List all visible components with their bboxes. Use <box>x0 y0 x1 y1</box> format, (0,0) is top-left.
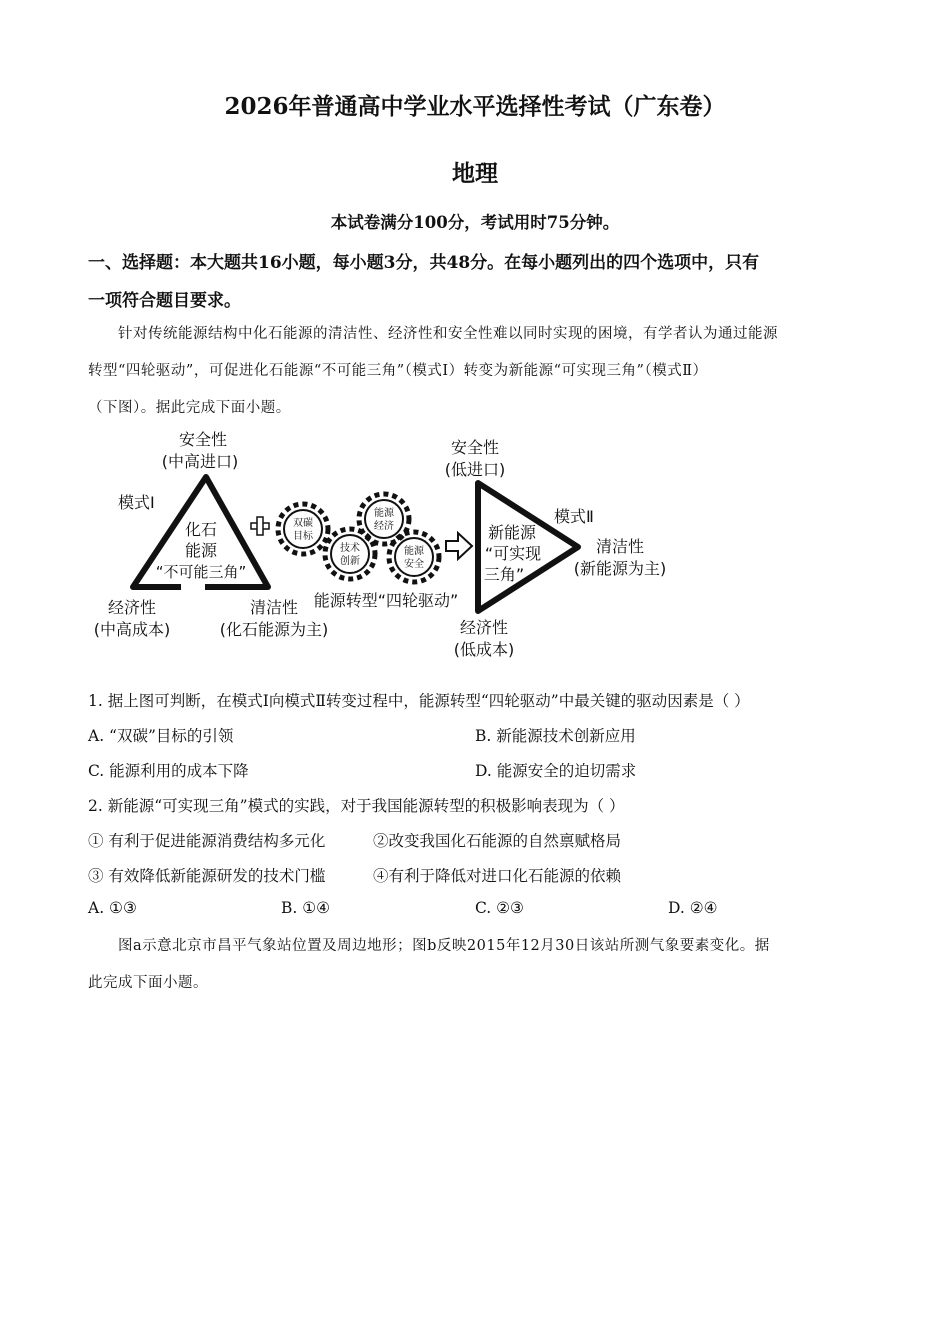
section-heading-line1: 一、选择题：本大题共16小题，每小题3分，共48分。在每小题列出的四个选项中，只有 <box>88 253 760 273</box>
mode2-economy-label: 经济性 <box>459 618 509 637</box>
gears-caption: 能源转型“四轮驱动” <box>313 591 459 610</box>
mode2-inner-2: “可实现 <box>484 544 542 563</box>
mode2-inner-3: 三角” <box>483 565 525 584</box>
q2-option-c[interactable]: C. ②③ <box>475 899 524 917</box>
q2-stem: 2. 新能源“可实现三角”模式的实践，对于我国能源转型的积极影响表现为（ ） <box>88 797 625 815</box>
exam-note: 本试卷满分100分，考试用时75分钟。 <box>330 213 620 232</box>
mode1-inner-3: “不可能三角” <box>155 563 247 581</box>
gear-shuangtan-icon <box>278 504 328 554</box>
mode2-safety-label: 安全性 <box>450 438 500 457</box>
q1-stem: 1. 据上图可判断，在模式Ⅰ向模式Ⅱ转变过程中，能源转型“四轮驱动”中最关键的驱动因素是（ ） <box>88 692 750 710</box>
passage1-line2: 转型“四轮驱动”，可促进化石能源“不可能三角”（模式Ⅰ）转变为新能源“可实现三角”（模式Ⅱ） <box>88 363 708 379</box>
passage2-line2: 此完成下面小题。 <box>88 975 208 991</box>
subject-title: 地理 <box>452 160 498 187</box>
svg-text:安全: 安全 <box>404 559 424 570</box>
arrow-right-icon <box>446 533 472 559</box>
q2-statement-1: ① 有利于促进能源消费结构多元化 <box>88 832 326 850</box>
mode1-inner-1: 化石 <box>184 520 218 539</box>
svg-text:双碳: 双碳 <box>293 518 313 529</box>
q1-option-d[interactable]: D. 能源安全的迫切需求 <box>475 762 637 780</box>
passage2-line1: 图a示意北京市昌平气象站位置及周边地形；图b反映2015年12月30日该站所测气象要素变化。据 <box>118 938 770 954</box>
svg-text:能源: 能源 <box>404 546 424 557</box>
q2-statement-2: ②改变我国化石能源的自然禀赋格局 <box>373 832 622 850</box>
q2-option-d[interactable]: D. ②④ <box>668 899 718 917</box>
mode1-inner-2: 能源 <box>184 541 218 560</box>
mode1-safety-label: 安全性 <box>178 430 228 449</box>
mode1-economy-note: (中高成本) <box>93 620 171 639</box>
q2-statement-4: ④有利于降低对进口化石能源的依赖 <box>373 867 622 885</box>
q2-option-b[interactable]: B. ①④ <box>281 899 331 917</box>
mode1-safety-note: (中高进口) <box>161 452 239 471</box>
mode2-economy-note: (低成本) <box>453 640 515 659</box>
q1-option-a[interactable]: A. “双碳”目标的引领 <box>88 727 234 745</box>
svg-text:技术: 技术 <box>340 543 360 554</box>
gear-nengyuan-anquan-icon <box>389 532 439 582</box>
mode1-clean-note: (化石能源为主) <box>219 620 329 639</box>
mode2-clean-note: (新能源为主) <box>573 559 667 578</box>
mode2-clean-label: 清洁性 <box>595 537 645 556</box>
svg-text:目标: 目标 <box>293 531 313 542</box>
passage1-line1: 针对传统能源结构中化石能源的清洁性、经济性和安全性难以同时实现的困境，有学者认为通过能源 <box>118 326 778 342</box>
mode2-inner-1: 新能源 <box>487 523 537 542</box>
mode1-clean-label: 清洁性 <box>249 598 299 617</box>
svg-text:经济: 经济 <box>374 521 394 532</box>
plus-icon <box>251 517 269 535</box>
q2-option-a[interactable]: A. ①③ <box>88 899 137 917</box>
q2-statement-3: ③ 有效降低新能源研发的技术门槛 <box>88 867 326 885</box>
svg-text:能源: 能源 <box>374 508 394 519</box>
energy-transition-diagram <box>88 425 688 665</box>
mode2-label: 模式Ⅱ <box>554 507 594 526</box>
q1-option-c[interactable]: C. 能源利用的成本下降 <box>88 762 249 780</box>
section-heading-line2: 一项符合题目要求。 <box>88 291 241 311</box>
mode1-economy-label: 经济性 <box>107 598 157 617</box>
svg-text:创新: 创新 <box>340 556 360 567</box>
passage1-line3: （下图）。据此完成下面小题。 <box>88 400 291 416</box>
q1-option-b[interactable]: B. 新能源技术创新应用 <box>475 727 636 745</box>
mode2-safety-note: (低进口) <box>444 460 506 479</box>
exam-title: 2026年普通高中学业水平选择性考试（广东卷） <box>224 93 726 120</box>
mode1-label: 模式Ⅰ <box>118 493 155 512</box>
